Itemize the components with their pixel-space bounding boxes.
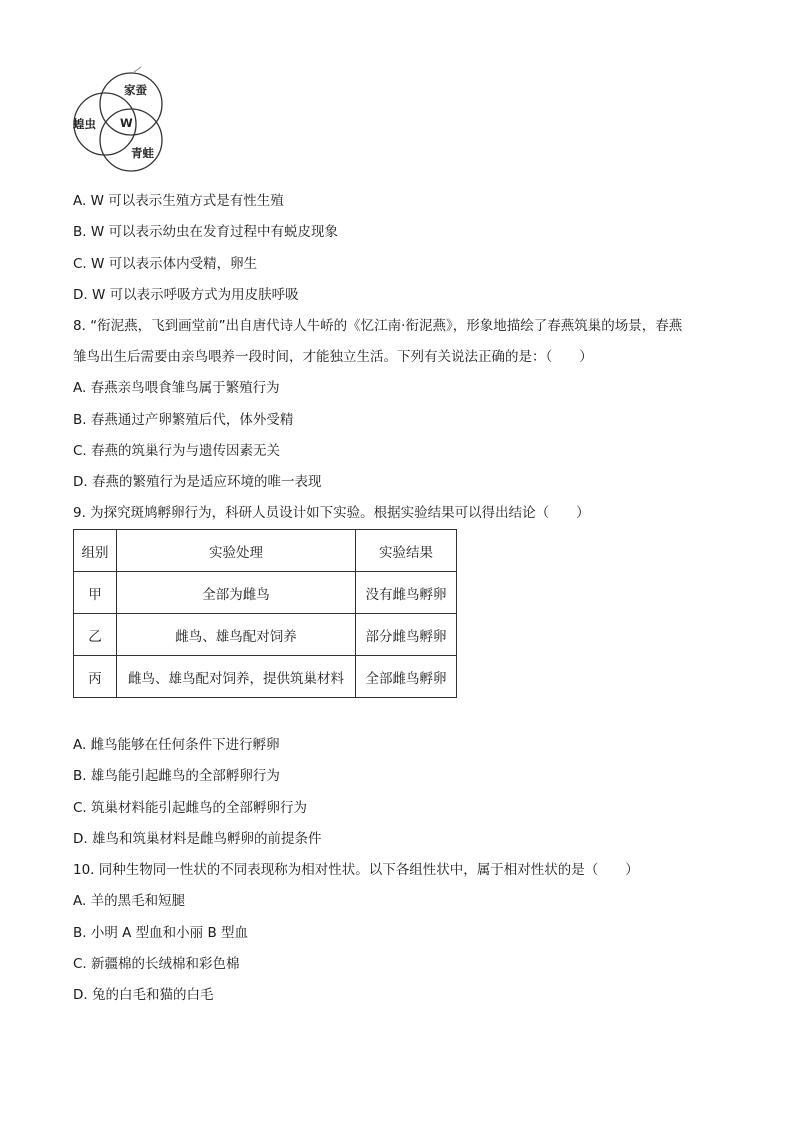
q9-option-a: A. 雌鸟能够在任何条件下进行孵卵 (73, 737, 280, 753)
q10-option-a: A. 羊的黑毛和短腿 (73, 893, 186, 909)
q10-option-d: D. 兔的白毛和猫的白毛 (73, 987, 214, 1003)
q7-option-b: B. W 可以表示幼虫在发育过程中有蜕皮现象 (73, 224, 338, 240)
q7-option-d: D. W 可以表示呼吸方式为用皮肤呼吸 (73, 287, 299, 303)
cell-group: 丙 (74, 656, 117, 698)
cell-treatment: 全部为雌鸟 (117, 572, 356, 614)
q8-option-c: C. 春燕的筑巢行为与遗传因素无关 (73, 443, 281, 459)
q8-option-a: A. 春燕亲鸟喂食雏鸟属于繁殖行为 (73, 380, 280, 396)
q8-option-d: D. 春燕的繁殖行为是适应环境的唯一表现 (73, 474, 322, 490)
cell-result: 全部雌鸟孵卵 (356, 656, 457, 698)
experiment-table (73, 529, 457, 698)
cell-treatment: 雌鸟、雄鸟配对饲养，提供筑巢材料 (117, 656, 356, 698)
cell-treatment: 雌鸟、雄鸟配对饲养 (117, 614, 356, 656)
venn-bottom-label: 青蛙 (131, 146, 154, 160)
q8-stem-line2: 雏鸟出生后需要由亲鸟喂养一段时间，才能独立生活。下列有关说法正确的是：（ ） (73, 349, 593, 365)
q10-option-c: C. 新疆棉的长绒棉和彩色棉 (73, 956, 240, 972)
q10-option-b: B. 小明 A 型血和小丽 B 型血 (73, 925, 249, 941)
cell-group: 甲 (74, 572, 117, 614)
venn-center-label: W (120, 116, 133, 130)
q9-stem: 9. 为探究斑鸠孵卵行为，科研人员设计如下实验。根据实验结果可以得出结论（ ） (73, 505, 590, 521)
venn-diagram (68, 66, 168, 176)
table-row (74, 656, 457, 698)
cell-group: 乙 (74, 614, 117, 656)
q8-option-b: B. 春燕通过产卵繁殖后代，体外受精 (73, 412, 294, 428)
header-result: 实验结果 (356, 530, 457, 572)
q9-option-b: B. 雄鸟能引起雌鸟的全部孵卵行为 (73, 768, 280, 784)
q10-stem: 10. 同种生物同一性状的不同表现称为相对性状。以下各组性状中，属于相对性状的是（ ） (73, 862, 639, 878)
cell-result: 部分雌鸟孵卵 (356, 614, 457, 656)
leader-line (134, 67, 141, 72)
q7-option-c: C. W 可以表示体内受精，卵生 (73, 256, 258, 272)
table-row (74, 614, 457, 656)
header-treatment: 实验处理 (117, 530, 356, 572)
cell-result: 没有雌鸟孵卵 (356, 572, 457, 614)
q9-option-c: C. 筑巢材料能引起雌鸟的全部孵卵行为 (73, 800, 308, 816)
table-row (74, 572, 457, 614)
q8-stem-line1: 8. “衔泥燕，飞到画堂前”出自唐代诗人牛峤的《忆江南·衔泥燕》，形象地描绘了春燕筑巢的场景，春燕 (73, 318, 683, 334)
q9-option-d: D. 雄鸟和筑巢材料是雌鸟孵卵的前提条件 (73, 831, 322, 847)
q7-option-a: A. W 可以表示生殖方式是有性生殖 (73, 193, 284, 209)
venn-left-label: 蝗虫 (73, 117, 96, 131)
table-header-row (74, 530, 457, 572)
header-group: 组别 (74, 530, 117, 572)
venn-top-label: 家蚕 (124, 83, 147, 97)
